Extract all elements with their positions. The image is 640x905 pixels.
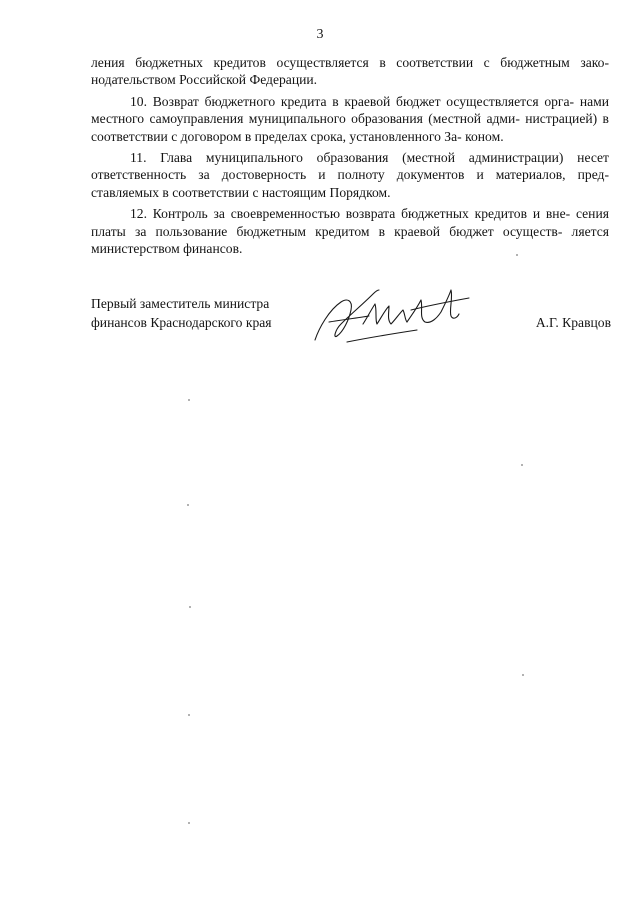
page-number: 3: [316, 27, 324, 42]
text-line: нистрацией) в соответствии с договором в пределах срока, установленного За-: [91, 111, 609, 144]
scan-speck: [189, 606, 191, 608]
scan-speck: [522, 674, 524, 676]
scan-speck: [187, 504, 189, 506]
scan-speck: [516, 254, 518, 256]
signer-name: А.Г. Кравцов: [535, 315, 611, 330]
signer-title: [91, 294, 272, 332]
paragraph-item-12: [91, 205, 609, 257]
handwritten-signature: [307, 280, 477, 348]
signer-title-line: финансов Краснодарского края: [91, 315, 272, 330]
text-line: ответственность за достоверность и полноту документов и материалов, пред-: [91, 167, 609, 183]
scan-speck: [188, 399, 190, 401]
text-line: ляется министерством финансов.: [91, 223, 609, 257]
text-line: нами местного самоуправления муниципального образования (местной адми-: [91, 93, 610, 127]
scan-speck: [521, 464, 523, 466]
text-line: 11. Глава муниципального образования (местной администрации) несет: [130, 150, 609, 166]
paragraph-item-10: [91, 93, 609, 145]
text-line: 10. Возврат бюджетного кредита в краевой бюджет осуществляется орга-: [130, 93, 575, 109]
paragraph-item-11: [91, 149, 609, 201]
text-line: коном.: [465, 128, 504, 144]
scan-speck: [188, 822, 190, 824]
text-line: 12. Контроль за своевременностью возврата бюджетных кредитов и вне-: [130, 206, 571, 222]
document-body: [91, 54, 609, 261]
text-line: нодательством Российской Федерации.: [91, 72, 318, 88]
signature-block: [91, 294, 611, 354]
text-line: ления бюджетных кредитов осуществляется в соответствии с бюджетным зако-: [91, 55, 609, 70]
text-line: ставляемых в соответствии с настоящим Порядком.: [91, 184, 391, 200]
text-line: сения платы за пользование бюджетным кредитом в краевой бюджет осуществ-: [91, 206, 609, 239]
paragraph-continuation: [91, 54, 609, 89]
signer-title-line: Первый заместитель министра: [91, 296, 270, 311]
scan-speck: [188, 714, 190, 716]
